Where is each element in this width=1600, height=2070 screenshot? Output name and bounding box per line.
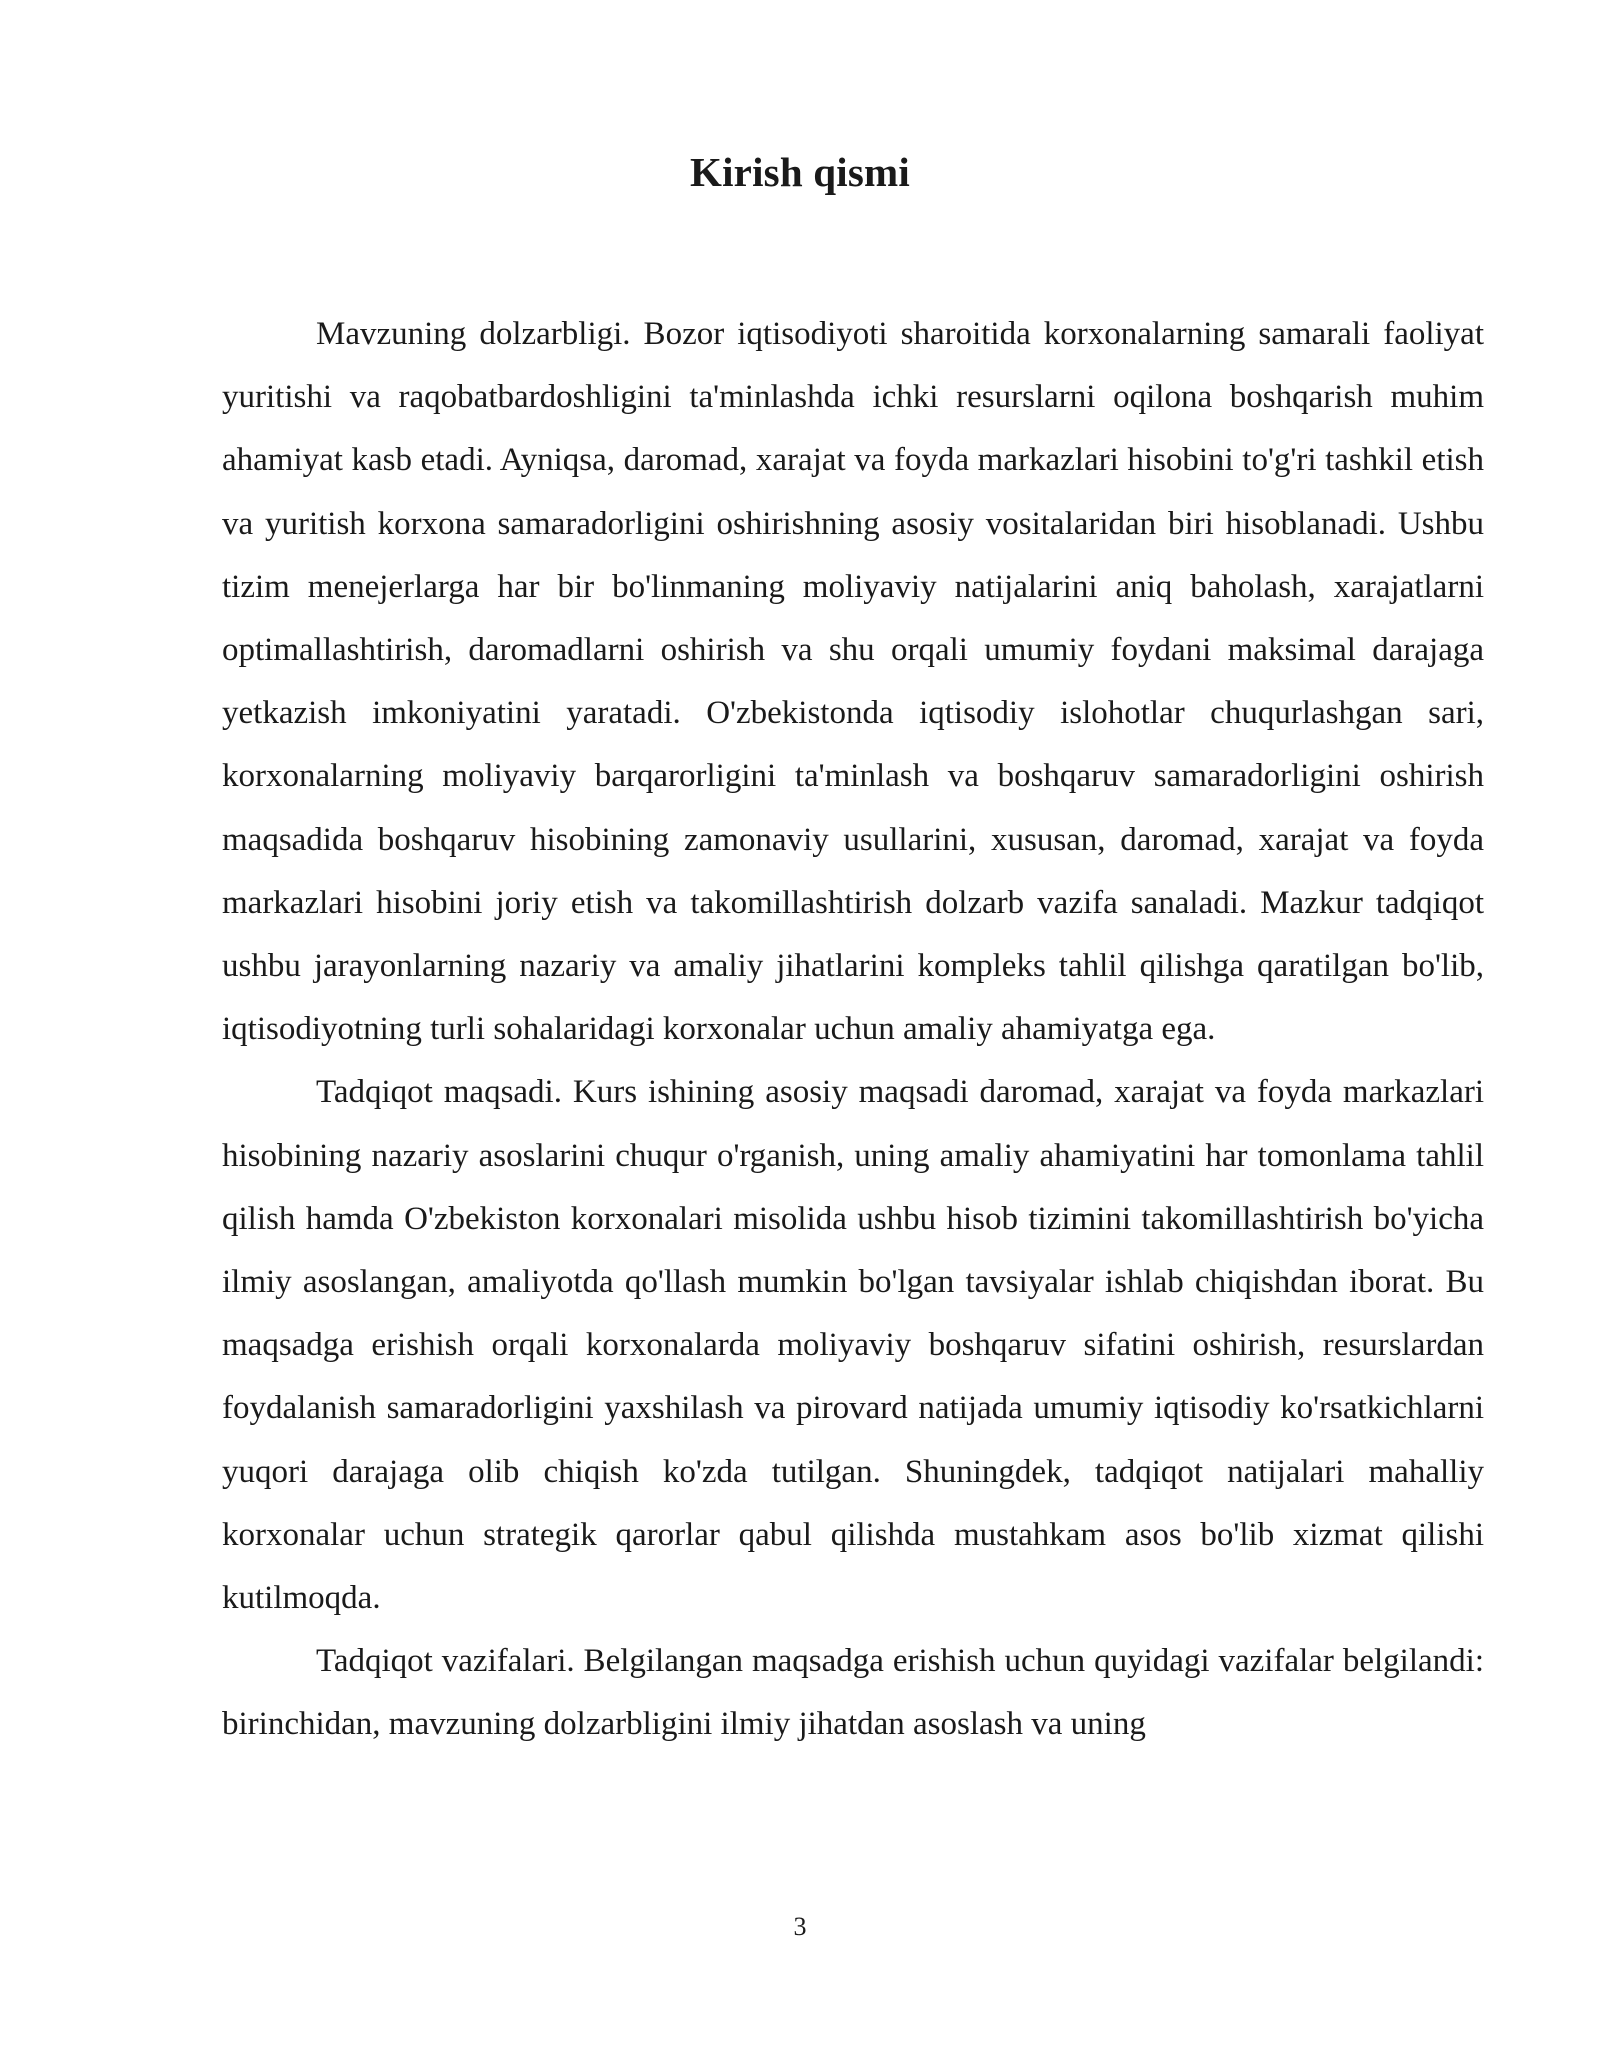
page-number: 3 (793, 1912, 807, 1941)
page-title: Kirish qismi (690, 149, 910, 195)
body-text (222, 303, 1484, 1757)
paragraph-relevance: Mavzuning dolzarbligi. Bozor iqtisodiyoti sharoitida korxonalarning samarali faoliyat yuritishi va raqobatbardoshligini ta'minlashda ichki resurslarni oqilona boshqarish muhim ahamiyat kasb etadi. Ayniqsa, daromad, xarajat va foyda markazlari hisobini to'g'ri tashkil etish va yuritish korxona samaradorligini oshirishning asosiy vositalaridan biri hisoblanadi. Ushbu tizim menejerlarga har bir bo'linmaning moliyaviy natijalarini aniq baholash, xarajatlarni optimallashtirish, daromadlarni oshirish va shu orqali umumiy foydani maksimal darajaga yetkazish imkoniyatini yaratadi. O'zbekistonda iqtisodiy islohotlar chuqurlashgan sari, korxonalarning moliyaviy barqarorligini ta'minlash va boshqaruv samaradorligini oshirish maqsadida boshqaruv hisobining zamonaviy usullarini, xususan, daromad, xarajat va foyda markazlari hisobini joriy etish va takomillashtirish dolzarb vazifa sanaladi. Mazkur tadqiqot ushbu jarayonlarning nazariy va amaliy jihatlarini kompleks tahlil qilishga qaratilgan bo'lib, iqtisodiyotning turli sohalaridagi korxonalar uchun amaliy ahamiyatga ega. (222, 316, 1484, 1048)
paragraph-research-tasks: Tadqiqot vazifalari. Belgilangan maqsadga erishish uchun quyidagi vazifalar belgilandi: birinchidan, mavzuning dolzarbligini ilmiy jihatdan asoslash va uning (222, 1643, 1484, 1743)
paragraph-research-goal: Tadqiqot maqsadi. Kurs ishining asosiy maqsadi daromad, xarajat va foyda markazlari hisobining nazariy asoslarini chuqur o'rganish, uning amaliy ahamiyatini har tomonlama tahlil qilish hamda O'zbekiston korxonalari misolida ushbu hisob tizimini takomillashtirish bo'yicha ilmiy asoslangan, amaliyotda qo'llash mumkin bo'lgan tavsiyalar ishlab chiqishdan iborat. Bu maqsadga erishish orqali korxonalarda moliyaviy boshqaruv sifatini oshirish, resurslardan foydalanish samaradorligini yaxshilash va pirovard natijada umumiy iqtisodiy ko'rsatkichlarni yuqori darajaga olib chiqish ko'zda tutilgan. Shuningdek, tadqiqot natijalari mahalliy korxonalar uchun strategik qarorlar qabul qilishda mustahkam asos bo'lib xizmat qilishi kutilmoqda. (222, 1074, 1484, 1617)
